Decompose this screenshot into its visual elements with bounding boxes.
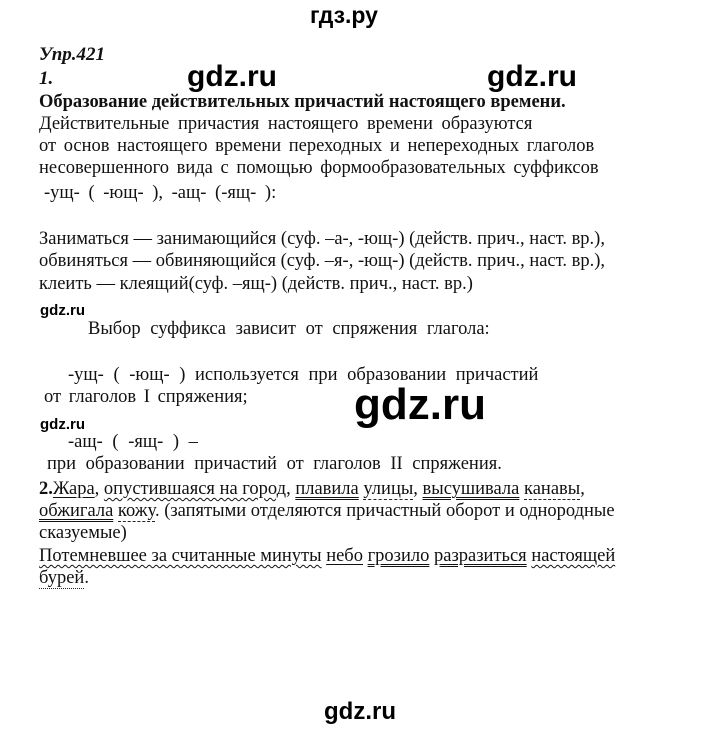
attribute: настоящей — [531, 546, 616, 566]
watermark: gdz.ru — [354, 380, 486, 429]
comma: , — [94, 479, 100, 499]
adverbial: бурей — [39, 568, 85, 588]
period: . — [84, 568, 89, 588]
sentence-line — [39, 478, 585, 500]
watermark: gdz.ru — [40, 416, 85, 433]
rule-line: от глаголов I спряжения; — [44, 387, 248, 407]
rule-line: -ащ- ( -ящ- ) – — [68, 432, 198, 452]
sentence-line — [39, 545, 615, 567]
sentence-line — [39, 500, 615, 522]
exercise-title: Упр.421 — [39, 44, 106, 65]
predicate: разразиться — [434, 546, 527, 566]
watermark: gdz.ru — [187, 60, 277, 93]
participial-phrase: Потемневшее за считанные минуты — [39, 546, 322, 566]
predicate: грозило — [367, 546, 430, 566]
participial-phrase: опустившаяся на город — [103, 479, 287, 499]
object: канавы — [524, 479, 581, 499]
object: кожу — [117, 501, 155, 521]
intro-line: Действительные причастия настоящего времени образуются — [39, 114, 533, 134]
header-watermark: гдз.ру — [310, 2, 378, 28]
predicate: плавила — [295, 479, 359, 499]
comma: , — [580, 479, 585, 499]
example-line: клеить — клеящий(суф. –ящ-) (действ. прич., наст. вр.) — [39, 274, 473, 294]
comma: , — [286, 479, 291, 499]
section-heading: Образование действительных причастий настоящего времени. — [39, 92, 566, 112]
example-line: Заниматься — занимающийся (суф. –а-, -ющ-) (действ. прич., наст. вр.), — [39, 229, 605, 249]
footer-watermark: gdz.ru — [324, 698, 396, 725]
example-line: обвиняться — обвиняющийся (суф. –я-, -ющ-) (действ. прич., наст. вр.), — [39, 251, 605, 271]
subject: небо — [326, 546, 363, 566]
watermark: gdz.ru — [487, 60, 577, 93]
rule-intro: Выбор суффикса зависит от спряжения глагола: — [88, 319, 490, 339]
subject: Жара — [52, 479, 95, 499]
predicate: обжигала — [39, 501, 114, 521]
intro-line: несовершенного вида с помощью формообразовательных суффиксов — [39, 158, 599, 178]
intro-line: -ущ- ( -ющ- ), -ащ- (-ящ- ): — [44, 183, 277, 203]
watermark: gdz.ru — [40, 302, 85, 319]
rule-line: при образовании причастий от глаголов II спряжения. — [47, 454, 502, 474]
comma: , — [413, 479, 418, 499]
intro-line: от основ настоящего времени переходных и непереходных глаголов — [39, 136, 595, 156]
note: . (запятыми отделяются причастный оборот и однородные — [154, 501, 615, 521]
part-number: 1. — [39, 68, 54, 89]
sentence-line — [39, 567, 89, 589]
note-line: сказуемые) — [39, 523, 127, 543]
part-number: 2. — [39, 479, 53, 499]
object: улицы — [363, 479, 414, 499]
rule-line: -ущ- ( -ющ- ) используется при образовании причастий — [68, 365, 539, 385]
predicate: высушивала — [422, 479, 520, 499]
